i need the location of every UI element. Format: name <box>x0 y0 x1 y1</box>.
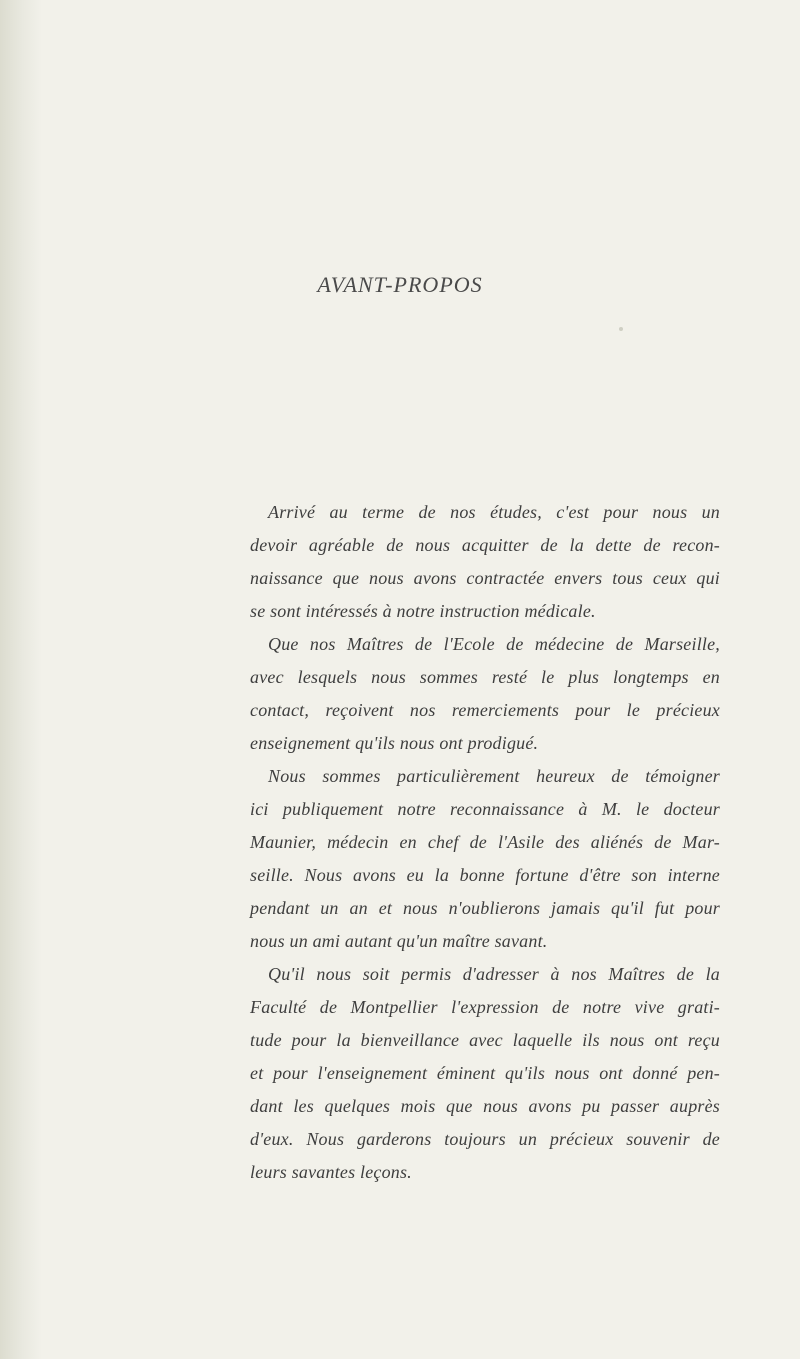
text-line: Que nos Maîtres de l'Ecole de médecine de Marseille, <box>268 634 720 654</box>
text-line: pendant un an et nous n'oublierons jamais qu'il fut pour <box>250 898 720 918</box>
paragraph-4 <box>250 958 720 1189</box>
text-line: naissance que nous avons contractée envers tous ceux qui <box>250 568 720 588</box>
body-text <box>250 496 720 1189</box>
paragraph-3 <box>250 760 720 958</box>
text-line: nous un ami autant qu'un maître savant. <box>250 931 548 951</box>
page-heading: AVANT-PROPOS <box>317 272 483 297</box>
text-line: Maunier, médecin en chef de l'Asile des aliénés de Mar- <box>250 832 720 852</box>
text-line: Arrivé au terme de nos études, c'est pour nous un <box>268 502 720 522</box>
text-line: tude pour la bienveillance avec laquelle ils nous ont reçu <box>250 1030 720 1050</box>
text-line: contact, reçoivent nos remerciements pour le précieux <box>250 700 720 720</box>
text-line: leurs savantes leçons. <box>250 1162 412 1182</box>
text-line: Nous sommes particulièrement heureux de témoigner <box>268 766 720 786</box>
text-line: enseignement qu'ils nous ont prodigué. <box>250 733 539 753</box>
text-line: ici publiquement notre reconnaissance à M. le docteur <box>250 799 720 819</box>
binding-shadow <box>0 0 42 1359</box>
paragraph-2 <box>250 628 720 760</box>
paragraph-1 <box>250 496 720 628</box>
text-line: Qu'il nous soit permis d'adresser à nos Maîtres de la <box>268 964 720 984</box>
text-line: d'eux. Nous garderons toujours un précieux souvenir de <box>250 1129 720 1149</box>
text-line: et pour l'enseignement éminent qu'ils nous ont donné pen- <box>250 1063 720 1083</box>
text-line: dant les quelques mois que nous avons pu passer auprès <box>250 1096 720 1116</box>
text-line: se sont intéressés à notre instruction médicale. <box>250 601 596 621</box>
paper-speck <box>619 327 623 331</box>
text-line: Faculté de Montpellier l'expression de notre vive grati- <box>250 997 720 1017</box>
text-line: avec lesquels nous sommes resté le plus longtemps en <box>250 667 720 687</box>
text-line: seille. Nous avons eu la bonne fortune d'être son interne <box>250 865 720 885</box>
text-line: devoir agréable de nous acquitter de la dette de recon- <box>250 535 720 555</box>
